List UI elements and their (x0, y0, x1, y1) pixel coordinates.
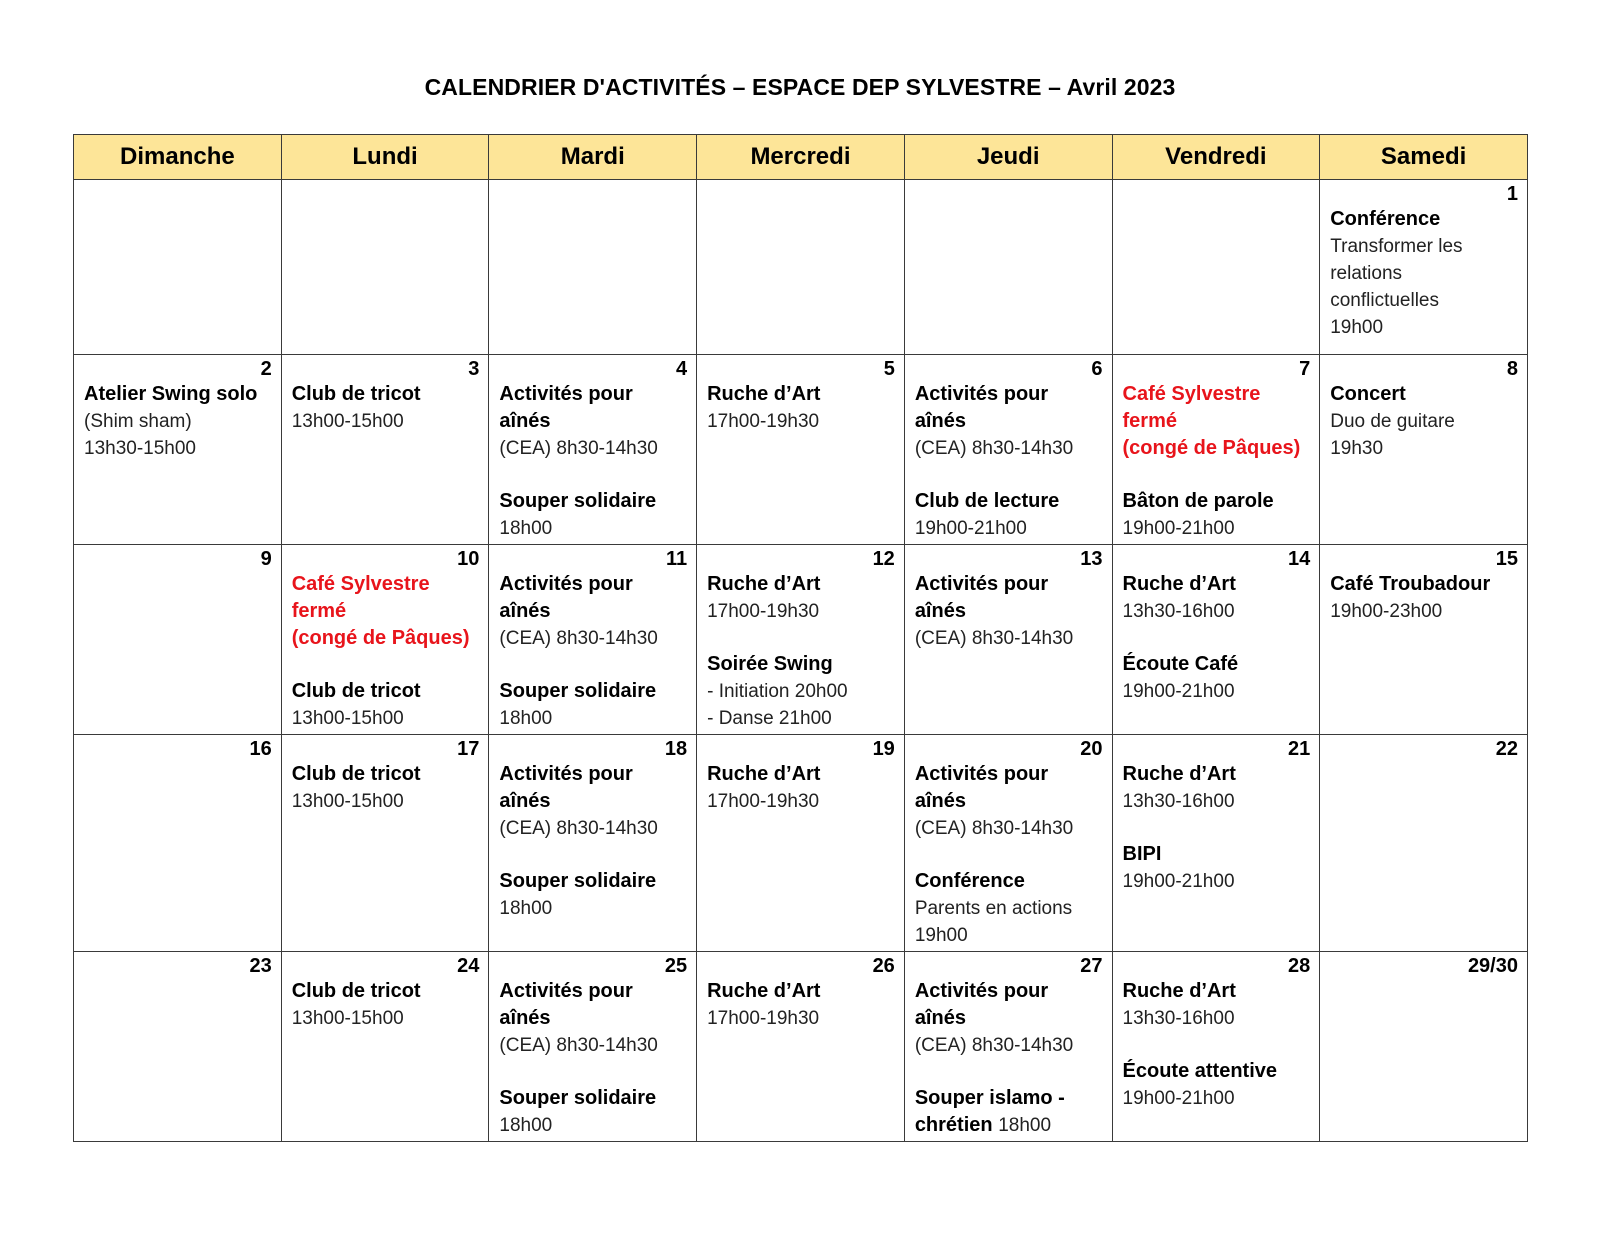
event (499, 381, 687, 462)
day-cell (1320, 545, 1528, 735)
event-detail: 19h00-21h00 (1122, 871, 1235, 892)
event (499, 1085, 687, 1139)
weekday-header: Lundi (281, 135, 489, 180)
day-cell (697, 735, 905, 952)
day-number: 3 (468, 358, 480, 380)
day-number: 17 (457, 738, 480, 760)
event-detail: 13h30-16h00 (1122, 791, 1235, 812)
day-number: 21 (1287, 738, 1311, 760)
event-detail: - Danse 21h00 (707, 708, 832, 729)
day-number: 29/30 (1467, 955, 1518, 977)
event (915, 978, 1103, 1059)
event (707, 571, 895, 625)
closure-notice-reason (292, 625, 480, 652)
week-row (74, 180, 1528, 355)
event (707, 978, 895, 1032)
event-title: Activités pour aînés (914, 383, 1049, 432)
event (499, 678, 687, 732)
weekday-header: Vendredi (1112, 135, 1320, 180)
event (499, 978, 687, 1059)
event-detail: 18h00 (499, 708, 553, 729)
day-number (84, 182, 272, 206)
day-number: 4 (675, 358, 688, 380)
event-detail: 19h00 (1330, 317, 1384, 338)
day-number: 2 (260, 358, 272, 380)
event (292, 381, 480, 435)
day-number: 22 (1495, 738, 1518, 760)
day-cell (904, 180, 1112, 355)
day-cell (1320, 735, 1528, 952)
event (1330, 571, 1518, 625)
event-title-part: (congé de Pâques) (291, 627, 470, 649)
day-cell (74, 735, 282, 952)
event-detail: 19h00-23h00 (1330, 601, 1443, 622)
day-cell (281, 952, 489, 1142)
event-title: Club de tricot (291, 980, 421, 1002)
day-cell (1112, 952, 1320, 1142)
day-number: 18 (664, 738, 688, 760)
event-title: Activités pour aînés (499, 763, 633, 812)
event (915, 1085, 1103, 1139)
week-row (74, 952, 1528, 1142)
day-cell (489, 952, 697, 1142)
event-title: Ruche d’Art (707, 383, 821, 405)
day-number: 15 (1495, 548, 1518, 570)
day-cell (489, 355, 697, 545)
day-cell (1320, 355, 1528, 545)
event-detail: 13h00-15h00 (291, 411, 404, 432)
event-title: Ruche d’Art (1122, 573, 1236, 595)
day-number: 7 (1299, 358, 1311, 380)
event-title: Ruche d’Art (1122, 980, 1236, 1002)
event-detail: (CEA) 8h30-14h30 (499, 818, 658, 839)
day-number (292, 182, 480, 206)
event (84, 381, 272, 462)
closure-notice: Café Sylvestre fermé (291, 573, 430, 622)
week-row (74, 545, 1528, 735)
day-cell (697, 545, 905, 735)
event (1123, 978, 1311, 1032)
event (499, 761, 687, 842)
event-title: Souper solidaire (499, 680, 657, 702)
event-detail: 13h30-15h00 (84, 438, 196, 459)
day-cell (74, 355, 282, 545)
event-detail: (CEA) 8h30-14h30 (499, 1035, 658, 1056)
day-cell (1112, 735, 1320, 952)
event-detail: (CEA) 8h30-14h30 (499, 438, 658, 459)
day-number: 12 (872, 548, 895, 570)
day-number: 10 (457, 548, 480, 570)
event (1123, 571, 1311, 625)
day-number: 27 (1080, 955, 1103, 977)
day-cell (697, 952, 905, 1142)
event (1123, 651, 1311, 705)
event-title: BIPI (1122, 843, 1162, 865)
event (1123, 1058, 1311, 1112)
event-title-part: (congé de Pâques) (1122, 437, 1301, 459)
day-cell (904, 952, 1112, 1142)
day-cell (904, 545, 1112, 735)
event (292, 978, 480, 1032)
event-detail: 17h00-19h30 (707, 791, 820, 812)
event (1330, 206, 1518, 341)
event-detail: 13h30-16h00 (1122, 1008, 1235, 1029)
event-detail: 13h00-15h00 (291, 708, 404, 729)
weekday-header: Mercredi (697, 135, 905, 180)
day-cell (697, 355, 905, 545)
week-row (74, 735, 1528, 952)
day-number: 20 (1080, 738, 1103, 760)
event-detail: Transformer les (1330, 236, 1463, 257)
event-title: Activités pour aînés (499, 573, 633, 622)
event (707, 381, 895, 435)
event-detail: 19h00-21h00 (1122, 518, 1235, 539)
day-number: 28 (1287, 955, 1311, 977)
event-title: Ruche d’Art (1122, 763, 1236, 785)
event-detail: (CEA) 8h30-14h30 (499, 628, 658, 649)
event-detail: relations (1330, 263, 1403, 284)
event-detail: (CEA) 8h30-14h30 (914, 628, 1074, 649)
event-detail: 18h00 (499, 518, 553, 539)
day-cell (281, 180, 489, 355)
day-cell (281, 735, 489, 952)
day-number (499, 182, 687, 206)
event (499, 571, 687, 652)
event-detail: Parents en actions (914, 898, 1073, 919)
day-number: 6 (1091, 358, 1103, 380)
event-title: Bâton de parole (1122, 490, 1274, 512)
event-title: Ruche d’Art (707, 980, 821, 1002)
week-row (74, 355, 1528, 545)
closure-notice: Café Sylvestre fermé (1122, 383, 1261, 432)
day-number: 5 (883, 358, 895, 380)
event-detail: 13h00-15h00 (291, 1008, 404, 1029)
event (292, 678, 480, 732)
event (1123, 841, 1311, 895)
event-detail: (Shim sham) (84, 411, 192, 432)
event-title: Club de tricot (291, 383, 421, 405)
day-number: 19 (872, 738, 895, 760)
event-title: Souper solidaire (499, 490, 657, 512)
weekday-header-row (74, 135, 1528, 180)
event-detail: (CEA) 8h30-14h30 (914, 818, 1074, 839)
calendar-body (74, 180, 1528, 1142)
event-detail: 18h00 (499, 898, 553, 919)
event-detail: 17h00-19h30 (707, 411, 820, 432)
day-number (915, 182, 1103, 206)
event-title-part: chrétien (914, 1114, 993, 1136)
day-number: 14 (1287, 548, 1311, 570)
event-title: Souper solidaire (499, 1087, 657, 1109)
event-title: Activités pour aînés (499, 980, 633, 1029)
calendar-table (73, 134, 1528, 1142)
day-number: 24 (457, 955, 480, 977)
event (1123, 381, 1311, 462)
event-detail: 13h30-16h00 (1122, 601, 1235, 622)
event (915, 868, 1103, 949)
day-cell (1320, 952, 1528, 1142)
page-title: CALENDRIER D'ACTIVITÉS – ESPACE DEP SYLVESTRE – Avril 2023 (424, 74, 1176, 100)
day-cell (281, 355, 489, 545)
day-number: 1 (1506, 183, 1518, 205)
event (499, 868, 687, 922)
event-detail: conflictuelles (1330, 290, 1439, 311)
event-title: Atelier Swing solo (84, 383, 258, 405)
event (707, 761, 895, 815)
day-cell (1320, 180, 1528, 355)
event (915, 488, 1103, 542)
weekday-header: Jeudi (904, 135, 1112, 180)
event (915, 761, 1103, 842)
event (915, 381, 1103, 462)
event-title: Concert (1330, 383, 1406, 405)
day-cell (1112, 545, 1320, 735)
day-number: 11 (665, 548, 688, 570)
day-number (707, 182, 895, 206)
event-detail: (CEA) 8h30-14h30 (914, 438, 1074, 459)
day-cell (281, 545, 489, 735)
event-title: Club de tricot (291, 763, 421, 785)
event-title: Activités pour aînés (914, 763, 1049, 812)
event (707, 651, 895, 732)
event-detail: Duo de guitare (1330, 411, 1455, 432)
event-detail: 17h00-19h30 (707, 601, 820, 622)
event (915, 571, 1103, 652)
day-cell (489, 545, 697, 735)
closure-notice-reason (1123, 435, 1311, 462)
day-cell (697, 180, 905, 355)
event-title: Souper solidaire (499, 870, 657, 892)
weekday-header: Mardi (489, 135, 697, 180)
event (1123, 488, 1311, 542)
day-cell (74, 545, 282, 735)
event-detail: 13h00-15h00 (291, 791, 404, 812)
event-title: Ruche d’Art (707, 573, 821, 595)
event-title: Activités pour aînés (499, 383, 633, 432)
event-detail: 19h00-21h00 (914, 518, 1027, 539)
event-detail: 18h00 (499, 1115, 553, 1136)
event-title: Club de lecture (914, 490, 1060, 512)
weekday-header: Dimanche (74, 135, 282, 180)
day-cell (1112, 355, 1320, 545)
event (1330, 381, 1518, 462)
event-title: Conférence (914, 870, 1025, 892)
event (1123, 761, 1311, 815)
day-cell (489, 735, 697, 952)
day-number: 23 (249, 955, 272, 977)
day-cell (904, 355, 1112, 545)
day-cell (74, 952, 282, 1142)
event-title: Activités pour aînés (914, 573, 1049, 622)
event-detail: 19h00-21h00 (1122, 681, 1235, 702)
event-detail: - Initiation 20h00 (707, 681, 848, 702)
day-number: 13 (1080, 548, 1103, 570)
day-cell (1112, 180, 1320, 355)
event-title: Soirée Swing (707, 653, 833, 675)
event-detail: (CEA) 8h30-14h30 (914, 1035, 1074, 1056)
event-title: Écoute attentive (1122, 1060, 1277, 1082)
event-detail: 17h00-19h30 (707, 1008, 820, 1029)
day-number: 8 (1506, 358, 1518, 380)
event-detail: 19h00-21h00 (1122, 1088, 1235, 1109)
day-cell (74, 180, 282, 355)
event-title: Souper islamo - (914, 1087, 1065, 1109)
event-title: Club de tricot (291, 680, 421, 702)
day-number: 9 (260, 548, 272, 570)
event-detail: 19h00 (914, 925, 968, 946)
event (292, 761, 480, 815)
event (292, 571, 480, 652)
day-number: 26 (872, 955, 895, 977)
day-number: 25 (664, 955, 688, 977)
event-title: Ruche d’Art (707, 763, 821, 785)
event-detail: 19h30 (1330, 438, 1384, 459)
day-cell (904, 735, 1112, 952)
event-title: Café Troubadour (1330, 573, 1491, 595)
weekday-header: Samedi (1320, 135, 1528, 180)
day-cell (489, 180, 697, 355)
event-title: Activités pour aînés (914, 980, 1049, 1029)
event-title-continued (915, 1112, 1103, 1139)
event-title: Conférence (1330, 208, 1441, 230)
event-title: Écoute Café (1122, 653, 1239, 675)
event-time: 18h00 (998, 1115, 1052, 1136)
day-number: 16 (249, 738, 272, 760)
event (499, 488, 687, 542)
day-number (1123, 182, 1311, 206)
